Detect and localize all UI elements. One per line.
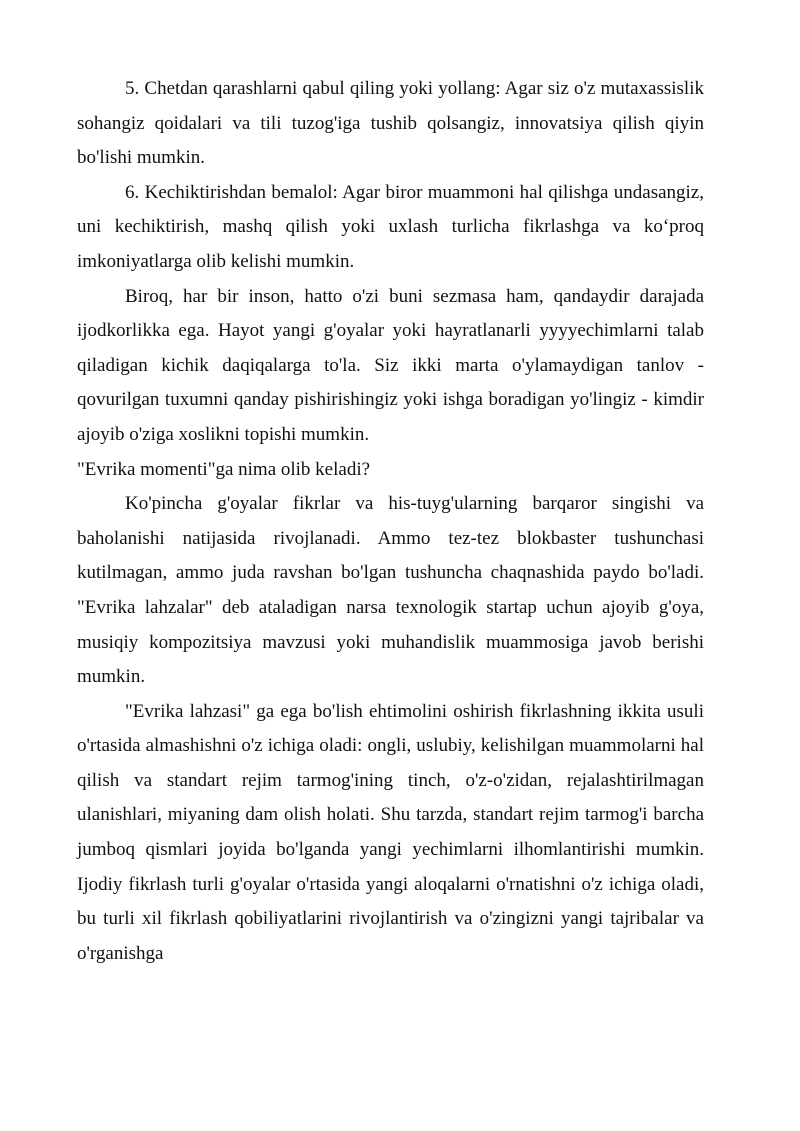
paragraph-tip-5: 5. Chetdan qarashlarni qabul qiling yoki yollang: Agar siz o'z mutaxassislik sohangiz qoidalari va tili tuzog'iga tushib qolsangiz, innovatsiya qilish qiyin bo'lishi mumkin. xyxy=(77,78,704,169)
paragraph-ideas: Ko'pincha g'oyalar fikrlar va his-tuyg'ularning barqaror singishi va baholanishi natijasida rivojlanadi. Ammo tez-tez blokbaster tushunchasi kutilmagan, ammo juda ravshan bo'lgan tushuncha chaqnashida paydo bo'ladi. "Evrika lahzalar" deb ataladigan narsa texnologik startap uchun ajoyib g'oya, musiqiy kompozitsiya mavzusi yoki muhandislik muammosiga javob berishi mumkin. xyxy=(77,493,704,688)
paragraph-creativity: Biroq, har bir inson, hatto o'zi buni sezmasa ham, qandaydir darajada ijodkorlikka ega. Hayot yangi g'oyalar yoki hayratlanarli yyyyechimlarni talab qiladigan kichik daqiqalarga to'la. Siz ikki marta o'ylamaydigan tanlov - qovurilgan tuxumni qanday pishirishingiz yoki ishga boradigan yo'lingiz - kimdir ajoyib o'ziga xoslikni topishi mumkin. xyxy=(77,285,704,445)
paragraph-tip-6: 6. Kechiktirishdan bemalol: Agar biror muammoni hal qilishga undasangiz, uni kechiktirish, mashq qilish yoki uxlash turlicha fikrlashga va ko‘proq imkoniyatlarga olib kelishi mumkin. xyxy=(77,181,704,272)
document-page xyxy=(77,72,704,971)
section-heading: "Evrika momenti"ga nima olib keladi? xyxy=(77,458,371,480)
paragraph-eureka: "Evrika lahzasi" ga ega bo'lish ehtimolini oshirish fikrlashning ikkita usuli o'rtasida almashishni o'z ichiga oladi: ongli, uslubiy, kelishilgan muammolarni hal qilish va standart rejim tarmog'ining tinch, o'z-o'zidan, rejalashtirilmagan ulanishlari, miyaning dam olish holati. Shu tarzda, standart rejim tarmog'i barcha jumboq qismlari joyida bo'lganda yangi yechimlarni ilhomlantirishi mumkin. Ijodiy fikrlash turli g'oyalar o'rtasida yangi aloqalarni o'rnatishni o'z ichiga oladi, bu turli xil fikrlash qobiliyatlarini rivojlantirish va o'zingizni yangi tajribalar va o'rganishga xyxy=(77,700,704,964)
